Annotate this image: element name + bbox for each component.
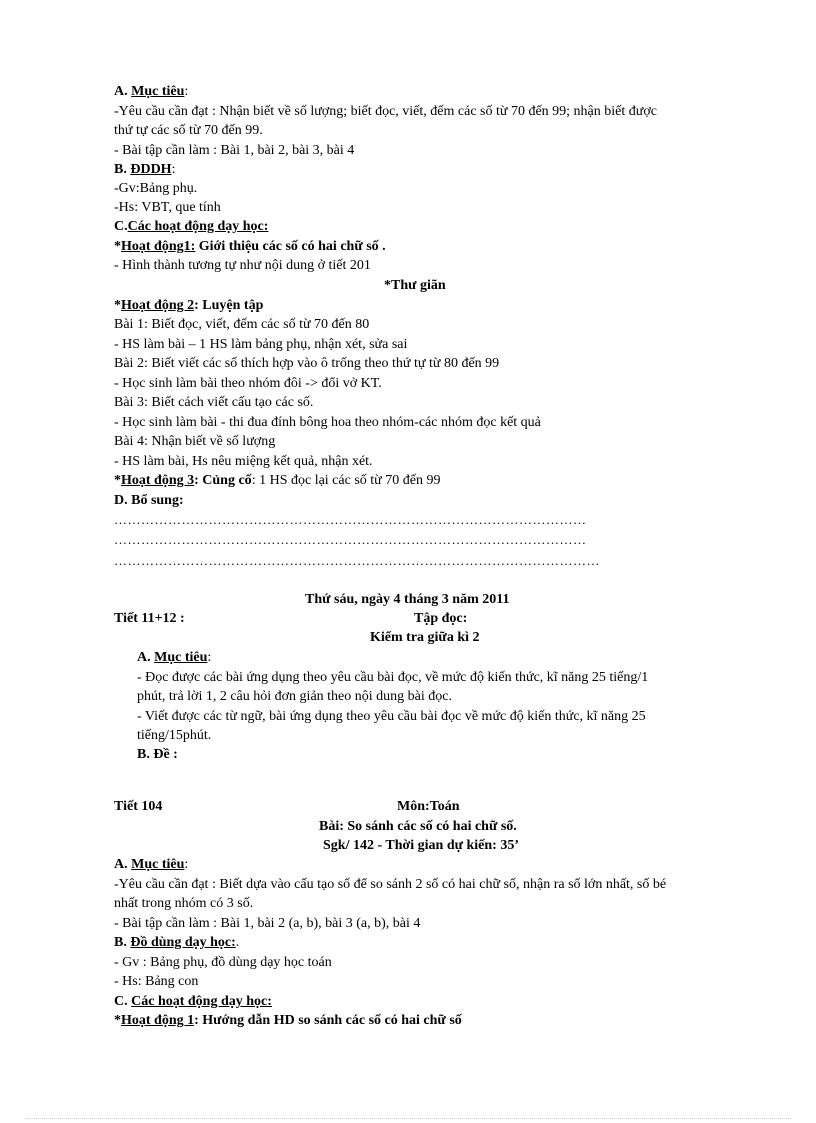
goal-line-2: phút, trả lời 1, 2 câu hỏi đơn giản theo nội dung bài đọc. (137, 689, 452, 704)
exercise-2: Bài 2: Biết viết các số thích hợp vào ô trống theo thứ tự từ 80 đến 99 (114, 356, 500, 371)
section-a-heading-2: A. Mục tiêu: (137, 650, 212, 665)
section-b-heading-2: B. Đề : (137, 747, 178, 762)
goal-line-1: -Yêu cầu cần đạt : Nhận biết về số lượng; biết đọc, viết, đếm các số từ 70 đến 99; nhận biết được (114, 104, 657, 119)
section-c-heading: C.Các hoạt động dạy học: (114, 219, 269, 234)
exercises-line: - Bài tập cần làm : Bài 1, bài 2, bài 3, bài 4 (114, 143, 355, 158)
goal-line-1: - Đọc được các bài ứng dụng theo yêu cầu bài đọc, về mức độ kiến thức, kĩ năng 25 tiếng/1 (137, 670, 649, 685)
exercise-1: Bài 1: Biết đọc, viết, đếm các số từ 70 đến 80 (114, 317, 370, 332)
section-b-heading-3: B. Đồ dùng dạy học:. (114, 935, 240, 950)
section-c-title: Các hoạt động dạy học: (127, 219, 269, 234)
period-label: Tiết 11+12 : (114, 611, 185, 626)
section-a-title: Mục tiêu (131, 84, 185, 99)
exercise-3: Bài 3: Biết cách viết cấu tạo các số. (114, 395, 314, 410)
period-label-2: Tiết 104 (114, 799, 163, 814)
activity-2-heading: *Hoạt động 2: Luyện tập (114, 298, 264, 313)
lesson-title-2: Bài: So sánh các số có hai chữ số. (319, 819, 517, 834)
student-materials: -Hs: VBT, que tính (114, 200, 221, 215)
activity-3-heading: *Hoạt động 3: Củng cố: 1 HS đọc lại các số từ 70 đến 99 (114, 473, 441, 488)
section-a-heading: A. Mục tiêu: (114, 84, 189, 99)
student-materials-3: - Hs: Bảng con (114, 974, 199, 989)
notes-dotted-line-2: …………………………………………………………………………………………… (114, 532, 587, 547)
exercise-3-activity: - Học sinh làm bài - thi đua đính bông hoa theo nhóm-các nhóm đọc kết quả (114, 415, 541, 430)
relax-break: *Thư giãn (384, 278, 446, 293)
subject-label-2: Môn:Toán (397, 799, 460, 814)
section-a-heading-3: A. Mục tiêu: (114, 857, 189, 872)
activity-1-heading-3: *Hoạt động 1: Hướng dẫn HD so sánh các số có hai chữ số (114, 1013, 462, 1028)
teacher-materials: -Gv:Bảng phụ. (114, 181, 198, 196)
section-b-title: ĐDDH (130, 162, 172, 177)
section-c-heading-3: C. Các hoạt động dạy học: (114, 994, 272, 1009)
goal-line-2: nhất trong nhóm có 3 số. (114, 896, 254, 911)
textbook-time: Sgk/ 142 - Thời gian dự kiến: 35’ (323, 838, 519, 853)
section-d-heading: D. Bổ sung: (114, 493, 184, 508)
goal-line-4: tiếng/15phút. (137, 728, 212, 743)
lesson-title: Kiểm tra giữa kì 2 (370, 630, 480, 645)
exercise-1-activity: - HS làm bài – 1 HS làm bảng phụ, nhận xét, sửa sai (114, 337, 408, 352)
teacher-materials-3: - Gv : Bảng phụ, đồ dùng dạy học toán (114, 955, 332, 970)
goal-line-3: - Viết được các từ ngữ, bài ứng dụng theo yêu cầu bài đọc về mức độ kiến thức, kĩ năng 25 (137, 709, 646, 724)
section-b-heading: B. ĐDDH: (114, 162, 176, 177)
goal-line-2: thứ tự các số từ 70 đến 99. (114, 123, 263, 138)
page-bottom-border (25, 1118, 791, 1119)
exercise-4: Bài 4: Nhận biết về số lượng (114, 434, 276, 449)
notes-dotted-line-1: …………………………………………………………………………………………… (114, 512, 587, 527)
activity-1-heading: *Hoạt động1: Giới thiệu các số có hai chữ số . (114, 239, 386, 254)
subject-label: Tập đọc: (414, 611, 468, 626)
exercise-4-activity: - HS làm bài, Hs nêu miệng kết quả, nhận xét. (114, 454, 373, 469)
lesson-date: Thứ sáu, ngày 4 tháng 3 năm 2011 (305, 592, 510, 607)
exercise-2-activity: - Học sinh làm bài theo nhóm đôi -> đổi vở KT. (114, 376, 382, 391)
goal-line-1: -Yêu cầu cần đạt : Biết dựa vào cấu tạo số để so sánh 2 số có hai chữ số, nhận ra số lớn nhất, số bé (114, 877, 667, 892)
notes-dotted-line-3: ……………………………………………………………………………………………… (114, 553, 600, 568)
exercises-line-3: - Bài tập cần làm : Bài 1, bài 2 (a, b), bài 3 (a, b), bài 4 (114, 916, 421, 931)
activity-1-desc: - Hình thành tương tự như nội dung ở tiết 201 (114, 258, 371, 273)
